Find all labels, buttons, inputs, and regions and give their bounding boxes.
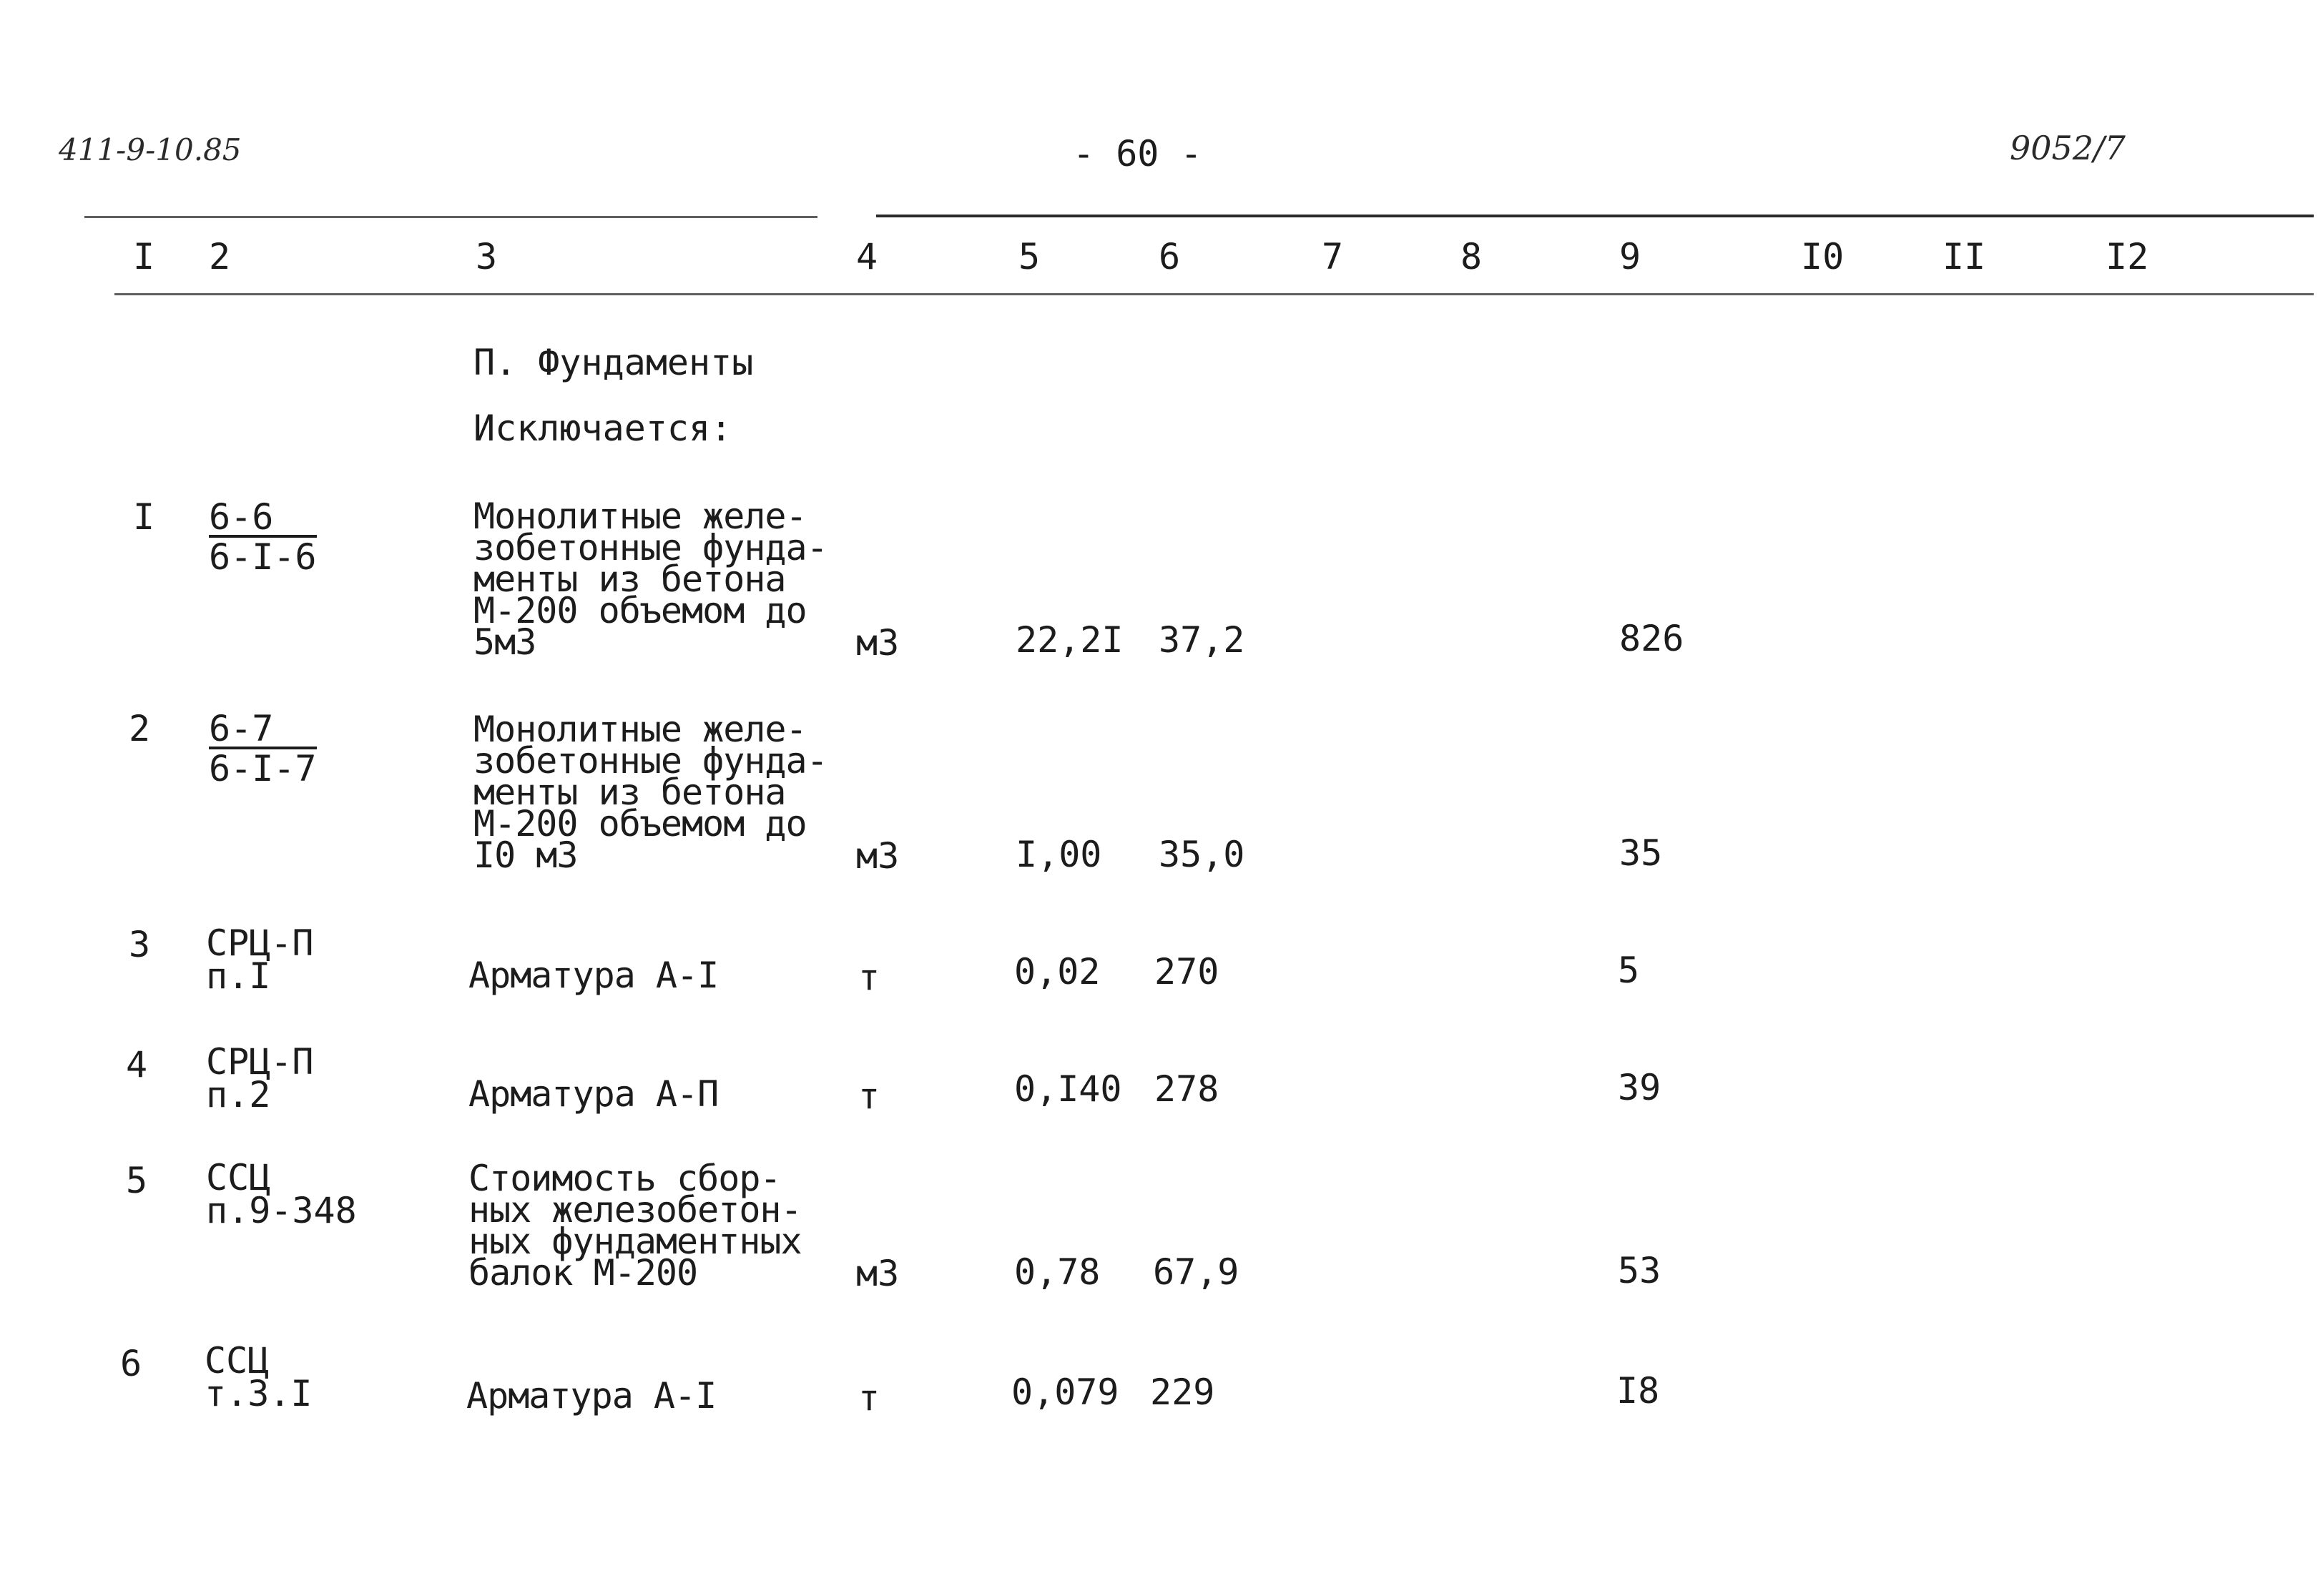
column-number: 9 bbox=[1619, 236, 1641, 277]
quantity: 22,2I bbox=[1016, 619, 1124, 661]
item-description bbox=[468, 1073, 719, 1115]
total-cost: 5 bbox=[1618, 950, 1640, 991]
total-cost: I8 bbox=[1616, 1370, 1660, 1412]
column-number: II bbox=[1943, 236, 1986, 277]
row-number: 4 bbox=[126, 1044, 148, 1085]
unit-price: 67,9 bbox=[1153, 1251, 1239, 1293]
description-line: менты из бетона bbox=[473, 558, 786, 600]
description-line: ных железобетон- bbox=[468, 1189, 802, 1231]
column-number: 5 bbox=[1018, 236, 1041, 277]
unit-price: 35,0 bbox=[1159, 834, 1245, 875]
description-line: 5м3 bbox=[473, 621, 536, 663]
rate-code-bottom: п.2 bbox=[206, 1074, 271, 1115]
column-number: 3 bbox=[476, 236, 498, 277]
quantity: 0,I40 bbox=[1014, 1068, 1122, 1110]
total-cost: 826 bbox=[1619, 618, 1684, 659]
quantity: I,00 bbox=[1016, 834, 1102, 875]
description-line: М-200 объемом до bbox=[473, 590, 807, 631]
section-subtitle: Исключается: bbox=[473, 408, 732, 449]
unit: т bbox=[858, 1075, 880, 1117]
rate-code-bottom: т.3.I bbox=[205, 1373, 313, 1414]
top-rule-right bbox=[876, 215, 2314, 217]
rate-code-top: 6-6 bbox=[209, 501, 317, 538]
description-line: Монолитные желе- bbox=[473, 496, 807, 537]
item-description bbox=[473, 496, 827, 663]
rate-code-bottom: 6-I-7 bbox=[209, 748, 317, 789]
rate-code-top: СРЦ-П bbox=[206, 1041, 314, 1083]
description-line: балок М-200 bbox=[468, 1252, 698, 1294]
quantity: 0,78 bbox=[1014, 1251, 1101, 1293]
row-number: 5 bbox=[126, 1160, 148, 1201]
total-cost: 53 bbox=[1618, 1250, 1661, 1291]
rate-code-bottom: 6-I-6 bbox=[209, 536, 317, 578]
unit-price: 278 bbox=[1154, 1068, 1219, 1110]
rate-code bbox=[209, 708, 317, 789]
rate-code bbox=[206, 1157, 357, 1231]
total-cost: 39 bbox=[1618, 1067, 1661, 1108]
column-number: 4 bbox=[856, 236, 878, 277]
row-number: 3 bbox=[129, 924, 151, 965]
page-number: - 60 - bbox=[1073, 133, 1202, 174]
column-number: I2 bbox=[2106, 236, 2149, 277]
rate-code-top: ССЦ bbox=[205, 1340, 270, 1381]
unit-price: 229 bbox=[1150, 1371, 1215, 1413]
item-description bbox=[468, 1158, 802, 1294]
rate-code bbox=[205, 1340, 313, 1414]
description-line: менты из бетона bbox=[473, 772, 786, 813]
top-rule-left bbox=[84, 216, 817, 218]
column-number: 6 bbox=[1159, 236, 1181, 277]
item-description bbox=[473, 709, 827, 876]
description-line: ных фундаментных bbox=[468, 1221, 802, 1262]
description-line: Арматура А-П bbox=[468, 1073, 719, 1115]
bottom-rule bbox=[114, 293, 2314, 295]
column-number: 8 bbox=[1460, 236, 1483, 277]
document-code: 411-9-10.85 bbox=[59, 132, 242, 167]
description-line: Арматура А-I bbox=[468, 955, 719, 996]
description-line: Арматура А-I bbox=[466, 1375, 717, 1417]
item-description bbox=[468, 955, 719, 996]
unit: м3 bbox=[856, 1253, 900, 1294]
rate-code-top: СРЦ-П bbox=[206, 922, 314, 964]
column-number: I bbox=[133, 236, 155, 277]
column-number: 2 bbox=[209, 236, 231, 277]
unit-price: 270 bbox=[1154, 951, 1219, 992]
rate-code bbox=[206, 1041, 314, 1115]
description-line: М-200 объемом до bbox=[473, 803, 807, 844]
column-number: I0 bbox=[1801, 236, 1845, 277]
column-number: 7 bbox=[1322, 236, 1344, 277]
unit: м3 bbox=[856, 622, 900, 664]
total-cost: 35 bbox=[1619, 832, 1663, 874]
rate-code-bottom: п.9-348 bbox=[206, 1190, 357, 1231]
description-line: зобетонные фунда- bbox=[473, 527, 827, 568]
unit: м3 bbox=[856, 835, 900, 877]
section-title: П. Фундаменты bbox=[473, 342, 754, 383]
unit: т bbox=[858, 957, 880, 998]
unit-price: 37,2 bbox=[1159, 619, 1245, 661]
row-number: 6 bbox=[120, 1343, 142, 1384]
rate-code-top: 6-7 bbox=[209, 712, 317, 749]
unit: т bbox=[858, 1377, 880, 1419]
rate-code bbox=[209, 496, 317, 578]
row-number: 2 bbox=[129, 708, 151, 749]
description-line: Стоимость сбор- bbox=[468, 1158, 781, 1199]
description-line: зобетонные фунда- bbox=[473, 740, 827, 782]
description-line: I0 м3 bbox=[473, 834, 578, 876]
rate-code bbox=[206, 922, 314, 997]
sheet-mark: 9052/7 bbox=[2010, 129, 2126, 167]
description-line: Монолитные желе- bbox=[473, 709, 807, 750]
rate-code-bottom: п.I bbox=[206, 955, 271, 997]
item-description bbox=[466, 1375, 717, 1417]
quantity: 0,02 bbox=[1014, 951, 1101, 992]
quantity: 0,079 bbox=[1011, 1371, 1119, 1413]
rate-code-top: ССЦ bbox=[206, 1157, 271, 1198]
row-number: I bbox=[133, 496, 155, 538]
